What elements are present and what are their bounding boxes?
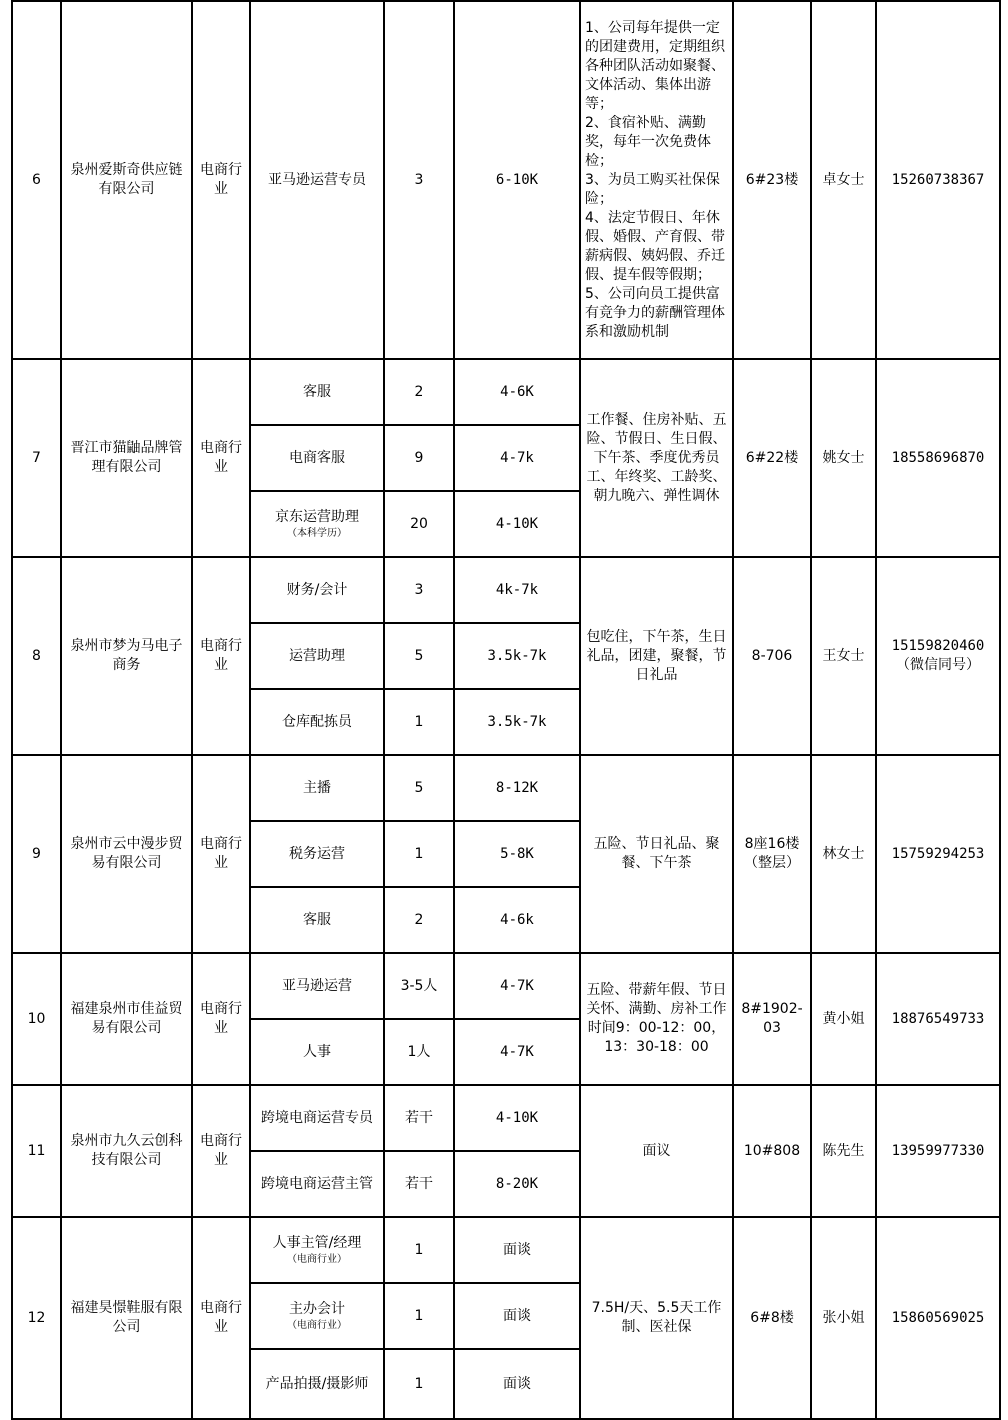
row-number-cell: 6 — [12, 1, 61, 359]
table-row — [12, 557, 1000, 623]
row-number-cell: 12 — [12, 1217, 61, 1419]
company-cell: 晋江市猫鼬品牌管理有限公司 — [61, 359, 192, 557]
welfare-cell — [580, 1217, 733, 1419]
salary-cell: 面谈 — [454, 1283, 580, 1349]
company-cell: 泉州市九久云创科技有限公司 — [61, 1085, 192, 1217]
job-title: 京东运营助理 — [275, 509, 359, 525]
headcount-cell: 1 — [384, 1283, 454, 1349]
welfare-cell — [580, 953, 733, 1085]
job-title: 客服 — [303, 911, 331, 928]
headcount-cell: 2 — [384, 359, 454, 425]
headcount-cell: 1 — [384, 689, 454, 755]
headcount-cell: 5 — [384, 755, 454, 821]
phone-cell: 13959977330 — [876, 1085, 1000, 1217]
job-title-cell — [250, 557, 384, 623]
location-cell: 6#8楼 — [733, 1217, 811, 1419]
job-title: 客服 — [303, 383, 331, 400]
salary-cell: 4-7k — [454, 425, 580, 491]
job-title: 人事主管/经理 — [272, 1235, 362, 1251]
row-number-cell: 11 — [12, 1085, 61, 1217]
job-title-cell — [250, 953, 384, 1019]
job-title: 税务运营 — [289, 845, 345, 862]
phone-cell: 15759294253 — [876, 755, 1000, 953]
location-cell: 10#808 — [733, 1085, 811, 1217]
table-row — [12, 1217, 1000, 1283]
phone-cell: 18558696870 — [876, 359, 1000, 557]
headcount-cell: 5 — [384, 623, 454, 689]
table-body — [12, 1, 1000, 1419]
welfare-line: 五险、带薪年假、节日关怀、满勤、房补工作时间9：00-12：00，13：30-18：00 — [586, 982, 727, 1055]
headcount-cell: 3 — [384, 1, 454, 359]
salary-cell: 4-6K — [454, 359, 580, 425]
headcount-cell: 1人 — [384, 1019, 454, 1085]
job-title-cell — [250, 755, 384, 821]
row-number-cell: 10 — [12, 953, 61, 1085]
phone-cell: 18876549733 — [876, 953, 1000, 1085]
industry-cell: 电商行业 — [192, 1, 250, 359]
industry-cell: 电商行业 — [192, 359, 250, 557]
job-title-cell — [250, 1151, 384, 1217]
company-cell: 福建昊憬鞋服有限公司 — [61, 1217, 192, 1419]
job-title: 跨境电商运营专员 — [261, 1109, 373, 1126]
salary-cell: 8-20K — [454, 1151, 580, 1217]
headcount-cell: 若干 — [384, 1151, 454, 1217]
welfare-line: 7.5H/天、5.5天工作制、医社保 — [591, 1300, 722, 1335]
salary-cell: 4-10K — [454, 491, 580, 557]
contact-cell: 陈先生 — [811, 1085, 876, 1217]
job-title-cell — [250, 1217, 384, 1283]
salary-cell: 6-10K — [454, 1, 580, 359]
job-title: 亚马逊运营专员 — [268, 171, 366, 188]
salary-cell: 面谈 — [454, 1349, 580, 1419]
salary-cell: 4-6k — [454, 887, 580, 953]
welfare-cell — [580, 557, 733, 755]
company-cell: 泉州市云中漫步贸易有限公司 — [61, 755, 192, 953]
salary-cell: 3.5k-7k — [454, 623, 580, 689]
welfare-cell — [580, 1085, 733, 1217]
salary-cell: 4-7K — [454, 953, 580, 1019]
job-title-note: （电商行业） — [287, 1320, 347, 1331]
headcount-cell: 1 — [384, 1349, 454, 1419]
job-title: 人事 — [303, 1043, 331, 1060]
salary-cell: 面谈 — [454, 1217, 580, 1283]
job-title-cell — [250, 491, 384, 557]
contact-cell: 王女士 — [811, 557, 876, 755]
row-number-cell: 9 — [12, 755, 61, 953]
job-title: 产品拍摄/摄影师 — [265, 1375, 369, 1392]
table-row — [12, 953, 1000, 1019]
job-title-cell — [250, 1019, 384, 1085]
job-title-cell — [250, 1283, 384, 1349]
salary-cell: 8-12K — [454, 755, 580, 821]
job-title: 运营助理 — [289, 647, 345, 664]
contact-cell: 黄小姐 — [811, 953, 876, 1085]
industry-cell: 电商行业 — [192, 1085, 250, 1217]
phone-cell: 15260738367 — [876, 1, 1000, 359]
headcount-cell: 20 — [384, 491, 454, 557]
salary-cell: 4-7K — [454, 1019, 580, 1085]
table-row — [12, 755, 1000, 821]
phone-cell: 15860569025 — [876, 1217, 1000, 1419]
table-row — [12, 359, 1000, 425]
welfare-cell — [580, 359, 733, 557]
headcount-cell: 1 — [384, 821, 454, 887]
welfare-line: 4、法定节假日、年休假、婚假、产育假、带薪病假、姨妈假、乔迁假、提车假等假期； — [585, 209, 725, 283]
phone-cell: 15159820460（微信同号） — [876, 557, 1000, 755]
row-number-cell: 7 — [12, 359, 61, 557]
table-row — [12, 1, 1000, 359]
job-title-cell — [250, 821, 384, 887]
job-title-cell — [250, 1349, 384, 1419]
location-cell: 6#23楼 — [733, 1, 811, 359]
job-title: 仓库配拣员 — [282, 713, 352, 730]
job-title-cell — [250, 623, 384, 689]
contact-cell: 张小姐 — [811, 1217, 876, 1419]
welfare-line: 面议 — [642, 1142, 671, 1159]
headcount-cell: 若干 — [384, 1085, 454, 1151]
job-title: 亚马逊运营 — [282, 977, 352, 994]
job-title-note: （电商行业） — [287, 1254, 347, 1265]
job-title: 主播 — [303, 779, 331, 796]
job-title-note: （本科学历） — [287, 528, 347, 539]
contact-cell: 卓女士 — [811, 1, 876, 359]
company-cell: 泉州市梦为马电子商务 — [61, 557, 192, 755]
industry-cell: 电商行业 — [192, 755, 250, 953]
job-title: 财务/会计 — [286, 581, 348, 598]
industry-cell: 电商行业 — [192, 953, 250, 1085]
headcount-cell: 3-5人 — [384, 953, 454, 1019]
industry-cell: 电商行业 — [192, 1217, 250, 1419]
welfare-cell — [580, 755, 733, 953]
salary-cell: 4-10K — [454, 1085, 580, 1151]
job-title-cell — [250, 425, 384, 491]
table-row — [12, 1085, 1000, 1151]
job-title-cell — [250, 1085, 384, 1151]
industry-cell: 电商行业 — [192, 557, 250, 755]
headcount-cell: 1 — [384, 1217, 454, 1283]
location-cell: 6#22楼 — [733, 359, 811, 557]
job-listings-table — [11, 0, 1001, 1420]
job-title: 主办会计 — [289, 1301, 345, 1317]
headcount-cell: 3 — [384, 557, 454, 623]
headcount-cell: 2 — [384, 887, 454, 953]
salary-cell: 4k-7k — [454, 557, 580, 623]
job-title: 跨境电商运营主管 — [261, 1175, 373, 1192]
row-number-cell: 8 — [12, 557, 61, 755]
job-title-cell — [250, 359, 384, 425]
welfare-line: 1、公司每年提供一定的团建费用，定期组织各种团队活动如聚餐、文体活动、集体出游等； — [585, 19, 725, 112]
job-title-cell — [250, 689, 384, 755]
company-cell: 福建泉州市佳益贸易有限公司 — [61, 953, 192, 1085]
welfare-cell — [580, 1, 733, 359]
location-cell: 8座16楼（整层） — [733, 755, 811, 953]
welfare-line: 5、公司向员工提供富有竞争力的薪酬管理体系和激励机制 — [585, 285, 725, 340]
salary-cell: 5-8K — [454, 821, 580, 887]
location-cell: 8#1902-03 — [733, 953, 811, 1085]
headcount-cell: 9 — [384, 425, 454, 491]
welfare-line: 包吃住，下午茶，生日礼品，团建，聚餐，节日礼品 — [586, 628, 727, 683]
location-cell: 8-706 — [733, 557, 811, 755]
company-cell: 泉州爱斯奇供应链有限公司 — [61, 1, 192, 359]
contact-cell: 姚女士 — [811, 359, 876, 557]
job-title: 电商客服 — [289, 449, 345, 466]
welfare-line: 2、食宿补贴、满勤奖，每年一次免费体检； — [585, 114, 711, 169]
welfare-line: 3、为员工购买社保保险； — [585, 171, 720, 207]
welfare-line: 五险、节日礼品、聚餐、下午茶 — [593, 836, 720, 871]
job-title-cell — [250, 1, 384, 359]
welfare-line: 工作餐、住房补贴、五险、节假日、生日假、下午茶、季度优秀员工、年终奖、工龄奖、朝九晚六、弹性调休 — [586, 411, 727, 504]
job-title-cell — [250, 887, 384, 953]
contact-cell: 林女士 — [811, 755, 876, 953]
salary-cell: 3.5k-7k — [454, 689, 580, 755]
